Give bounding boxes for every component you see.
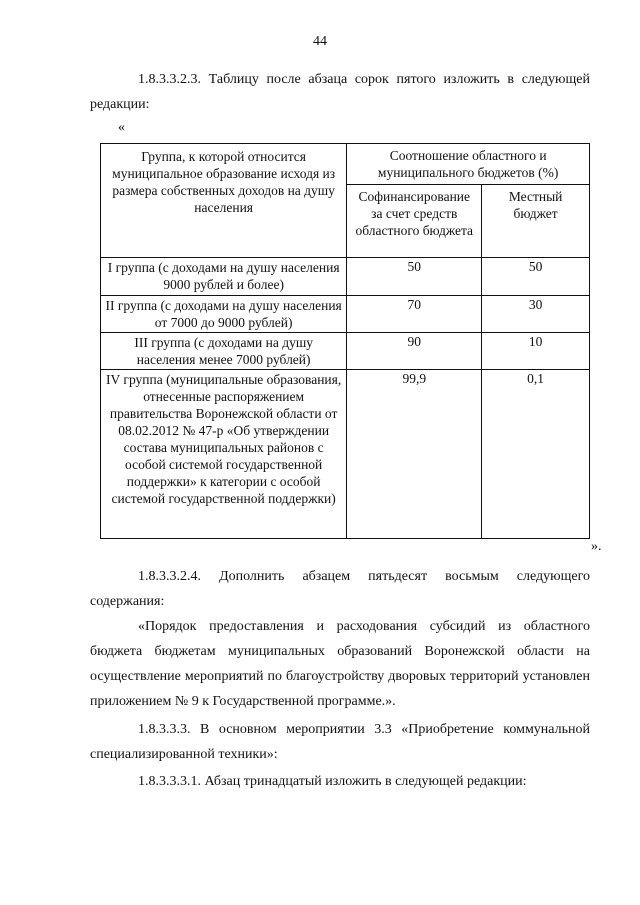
regional-share-cell: 90 bbox=[347, 333, 482, 370]
group-cell: I группа (с доходами на душу населения 9000 рублей и более) bbox=[101, 258, 347, 296]
quoted-paragraph: «Порядок предоставления и расходования субсидий из областного бюджета бюджетам муниципальных образований Воронежской области на осуществление мероприятий по благоустройству дворовых территорий установлен приложением № 9 к Государственной программе.». bbox=[90, 619, 590, 709]
header-ratio: Соотношение областного и муниципального бюджетов (%) bbox=[347, 144, 590, 185]
local-share-cell: 30 bbox=[482, 296, 590, 333]
header-local-budget: Местный бюджет bbox=[482, 185, 590, 258]
group-cell: II группа (с доходами на душу населения от 7000 до 9000 рублей) bbox=[101, 296, 347, 333]
local-share-cell: 10 bbox=[482, 333, 590, 370]
header-group: Группа, к которой относится муниципальное образование исходя из размера собственных доходов на душу населения bbox=[101, 144, 347, 258]
group-cell: IV группа (муниципальные образования, отнесенные распоряжением правительства Воронежской области от 08.02.2012 № 47-р «Об утверждении состава муниципальных районов с особой системой государственной поддержки» к категории с особой системой государственной поддержки) bbox=[101, 370, 347, 539]
opening-quote-mark: « bbox=[118, 120, 125, 135]
header-cofinancing: Софинансирование за счет средств областного бюджета bbox=[347, 185, 482, 258]
local-share-cell: 0,1 bbox=[482, 370, 590, 539]
closing-quote-mark: ». bbox=[591, 539, 602, 554]
intro-paragraph: 1.8.3.3.2.3. Таблицу после абзаца сорок пятого изложить в следующей редакции: bbox=[90, 72, 590, 112]
regional-share-cell: 70 bbox=[347, 296, 482, 333]
regional-share-cell: 50 bbox=[347, 258, 482, 296]
paragraph-1-8-3-3-3: 1.8.3.3.3. В основном мероприятии 3.3 «Приобретение коммунальной специализированной техники»: bbox=[90, 722, 590, 762]
table-row bbox=[101, 333, 590, 370]
table-row bbox=[101, 370, 590, 539]
paragraph-1-8-3-3-2-4: 1.8.3.3.2.4. Дополнить абзацем пятьдесят восьмым следующего содержания: bbox=[90, 569, 590, 609]
local-share-cell: 50 bbox=[482, 258, 590, 296]
regional-share-cell: 99,9 bbox=[347, 370, 482, 539]
paragraph-1-8-3-3-3-1: 1.8.3.3.3.1. Абзац тринадцатый изложить в следующей редакции: bbox=[138, 774, 527, 789]
cofinancing-ratio-table bbox=[100, 143, 590, 539]
page-number: 44 bbox=[313, 34, 327, 49]
table-row bbox=[101, 258, 590, 296]
group-cell: III группа (с доходами на душу населения менее 7000 рублей) bbox=[101, 333, 347, 370]
table-row bbox=[101, 296, 590, 333]
